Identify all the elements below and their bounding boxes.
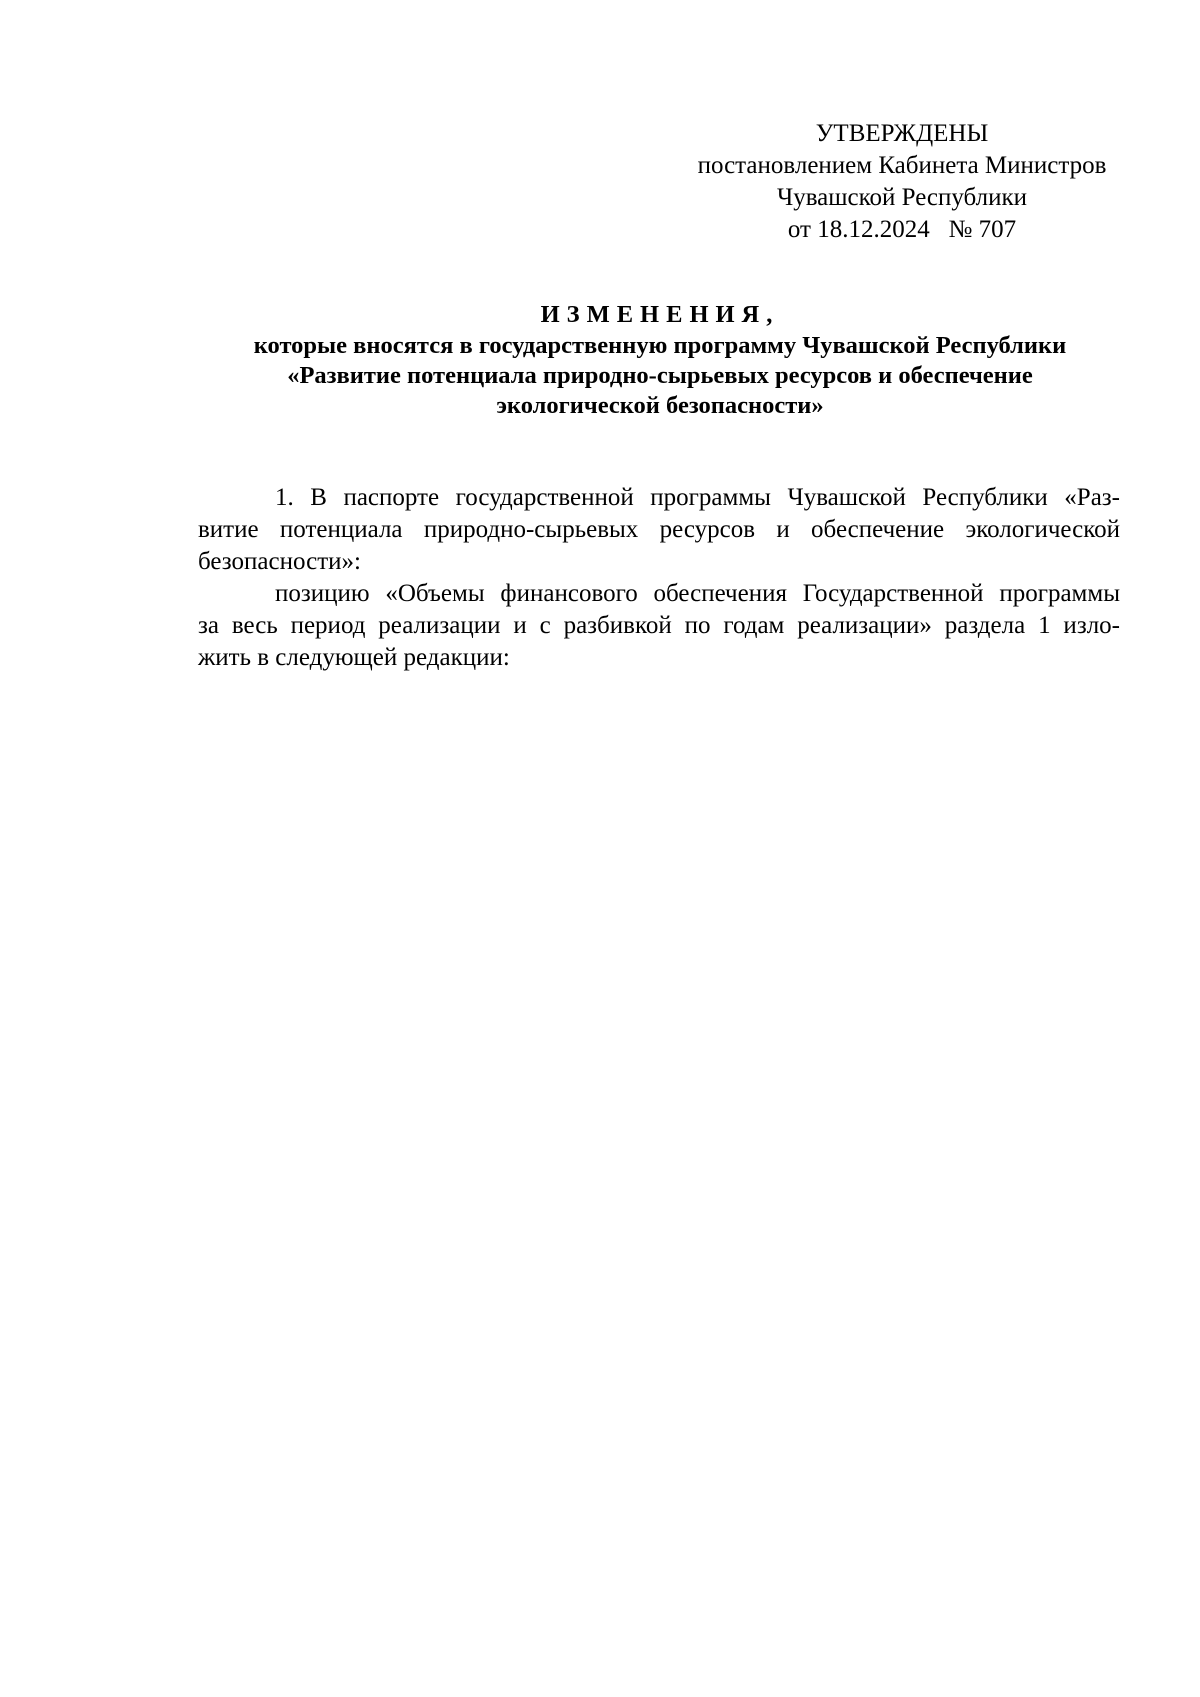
paragraph-1-line-1: 1. В паспорте государственной программы Чувашской Республики «Раз- [275,484,1120,511]
title-heading: ИЗМЕНЕНИЯ, [540,301,780,328]
title-line-2: «Развитие потенциала природно-сырьевых ресурсов и обеспечение [287,362,1033,389]
title-line-3: экологической безопасности» [496,392,824,419]
paragraph-1-line-3: безопасности»: [198,548,361,575]
paragraph-1-line-2: витие потенциала природно-сырьевых ресурсов и обеспечение экологической [198,516,1120,543]
document-body [198,482,1120,674]
approval-stamp [678,118,1126,246]
paragraph-2-line-1: позицию «Объемы финансового обеспечения Государственной программы [275,580,1120,607]
approval-line-date-number: от 18.12.2024 № 707 [787,216,1017,243]
paragraph-2-line-3: жить в следующей редакции: [198,644,510,671]
approval-line-approved: УТВЕРЖДЕНЫ [815,120,989,147]
title-line-1: которые вносятся в государственную программу Чувашской Республики [253,332,1067,359]
paragraph-2-line-2: за весь период реализации и с разбивкой по годам реализации» раздела 1 изло- [198,612,1120,639]
approval-line-republic: Чувашской Республики [776,184,1028,211]
document-title [195,300,1125,421]
approval-line-resolution: постановлением Кабинета Министров [697,152,1107,179]
